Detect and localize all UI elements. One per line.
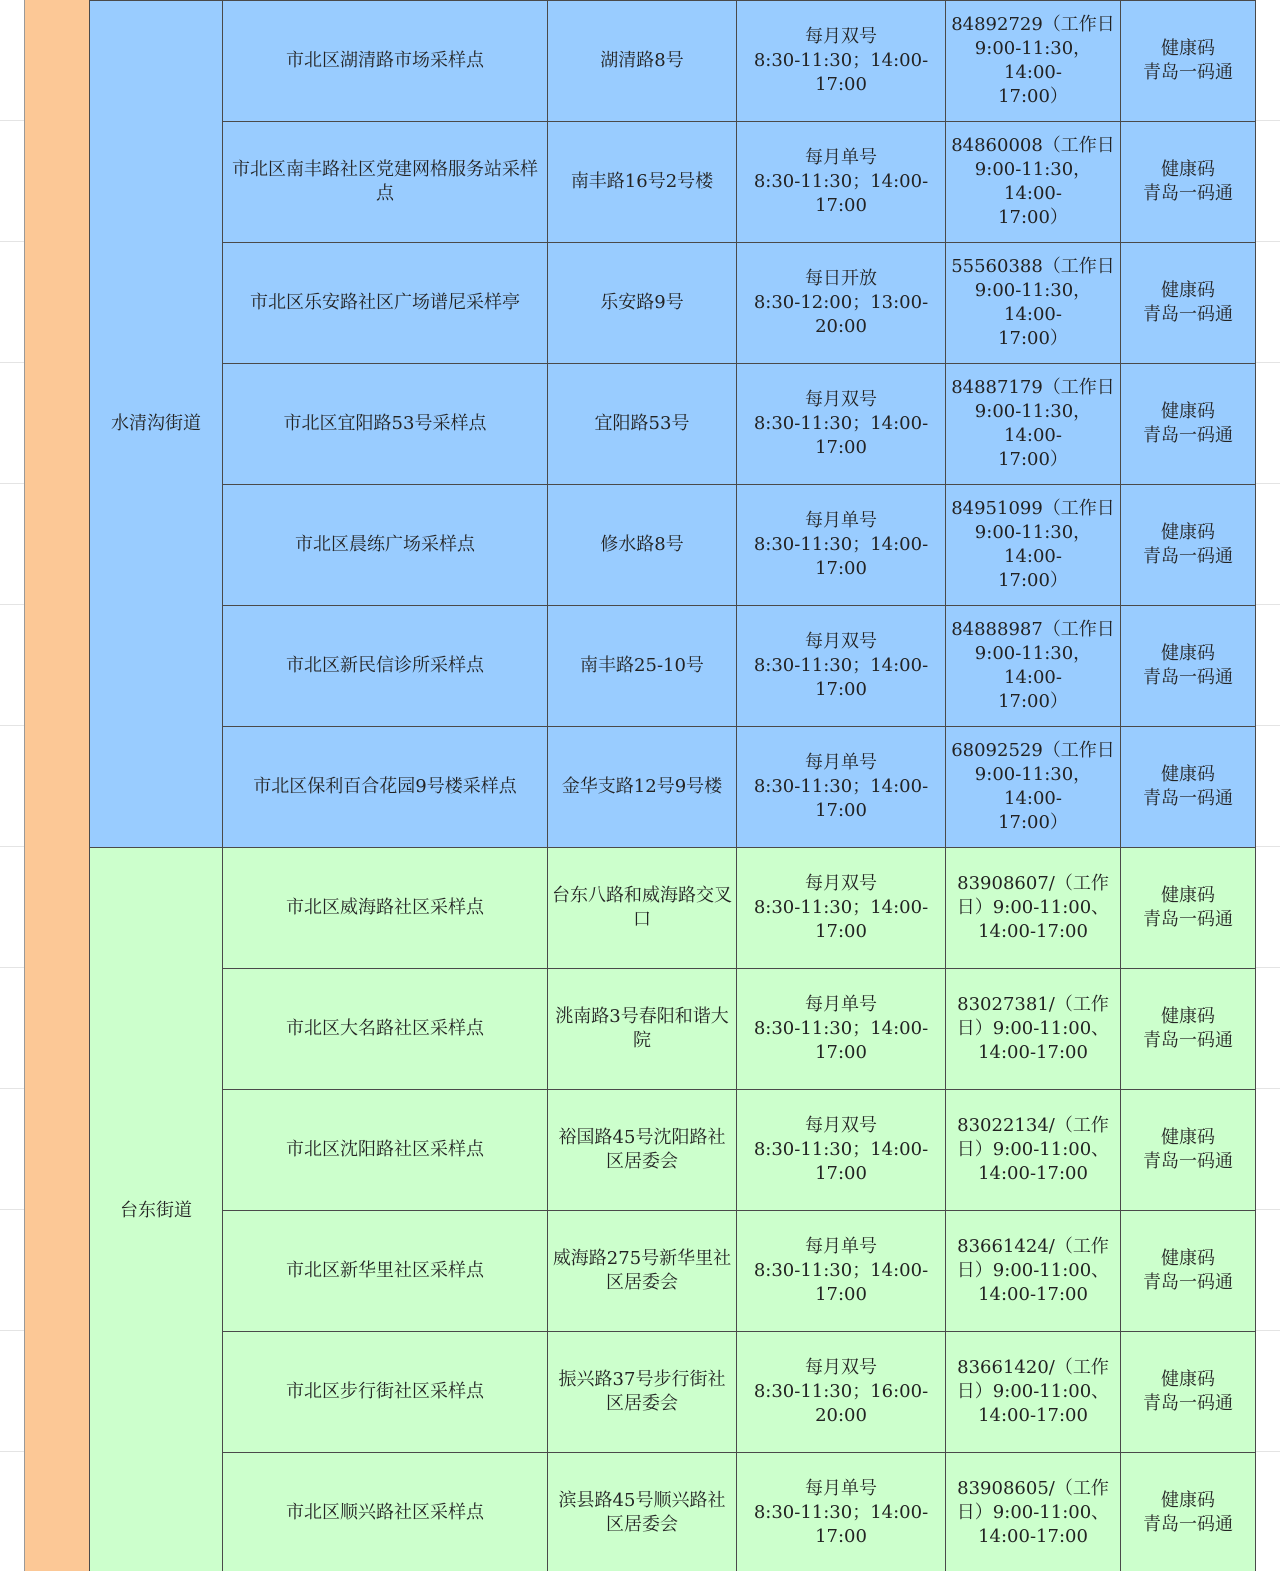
code-requirement-line: 青岛一码通 [1143,909,1233,930]
address-cell[interactable]: 宜阳路53号 [548,364,737,485]
phone-hours-line: 84892729（工作日 [951,14,1115,35]
schedule-line: 8:30-11:30；16:00- [753,1381,929,1402]
code-requirement-cell[interactable] [1121,1332,1256,1453]
schedule-line: 每月双号 [805,1115,877,1136]
code-requirement-line: 青岛一码通 [1143,1151,1233,1172]
code-requirement-line: 健康码 [1161,1006,1215,1027]
schedule-line: 17:00 [815,74,867,95]
phone-hours-cell[interactable] [946,727,1121,848]
table-row [90,485,1256,606]
table-row [90,969,1256,1090]
phone-hours-line: 9:00-11:30，14:00- [974,38,1092,83]
schedule-cell[interactable] [737,848,946,969]
schedule-line: 8:30-11:30；14:00- [753,655,929,676]
code-requirement-line: 健康码 [1161,1248,1215,1269]
schedule-line: 8:30-11:30；14:00- [753,50,929,71]
phone-hours-line: 日）9:00-11:00、 [956,1260,1110,1281]
schedule-line: 17:00 [815,800,867,821]
phone-hours-line: 9:00-11:30，14:00- [974,522,1092,567]
phone-hours-line: 9:00-11:30，14:00- [974,643,1092,688]
schedule-line: 17:00 [815,558,867,579]
phone-hours-line: 83027381/（工作 [957,994,1109,1015]
schedule-line: 8:30-11:30；14:00- [753,897,929,918]
address-cell[interactable]: 湖清路8号 [548,1,737,122]
schedule-cell[interactable] [737,969,946,1090]
phone-hours-line: 14:00-17:00 [978,1284,1088,1305]
site-name-cell[interactable]: 市北区宜阳路53号采样点 [223,364,548,485]
phone-hours-line: 83908607/（工作 [957,873,1109,894]
phone-hours-cell[interactable] [946,1332,1121,1453]
table-row [90,1090,1256,1211]
phone-hours-line: 83022134/（工作 [957,1115,1109,1136]
code-requirement-line: 健康码 [1161,38,1215,59]
phone-hours-line: 9:00-11:30，14:00- [974,764,1092,809]
schedule-cell[interactable] [737,1090,946,1211]
code-requirement-line: 健康码 [1161,401,1215,422]
table-row [90,1211,1256,1332]
sampling-sites-table [89,0,1256,1571]
phone-hours-line: 17:00） [998,812,1068,833]
phone-hours-line: 83661424/（工作 [957,1236,1109,1257]
phone-hours-line: 83908605/（工作 [957,1478,1109,1499]
phone-hours-cell[interactable] [946,485,1121,606]
code-requirement-line: 健康码 [1161,159,1215,180]
schedule-cell[interactable] [737,1,946,122]
phone-hours-line: 14:00-17:00 [978,1526,1088,1547]
code-requirement-line: 健康码 [1161,1490,1215,1511]
code-requirement-line: 健康码 [1161,1127,1215,1148]
table-row [90,1332,1256,1453]
code-requirement-line: 青岛一码通 [1143,304,1233,325]
phone-hours-cell[interactable] [946,122,1121,243]
phone-hours-cell[interactable] [946,1090,1121,1211]
address-cell[interactable]: 台东八路和威海路交叉口 [548,848,737,969]
schedule-cell[interactable] [737,364,946,485]
site-name-cell[interactable]: 市北区新民信诊所采样点 [223,606,548,727]
site-name-cell[interactable]: 市北区新华里社区采样点 [223,1211,548,1332]
table-row [90,848,1256,969]
site-name-cell[interactable]: 市北区南丰路社区党建网格服务站采样点 [223,122,548,243]
site-name-cell[interactable]: 市北区保利百合花园9号楼采样点 [223,727,548,848]
code-requirement-cell[interactable] [1121,848,1256,969]
code-requirement-cell[interactable] [1121,606,1256,727]
phone-hours-line: 84887179（工作日 [951,377,1115,398]
phone-hours-line: 17:00） [998,449,1068,470]
phone-hours-line: 9:00-11:30，14:00- [974,159,1092,204]
schedule-line: 每月双号 [805,631,877,652]
schedule-line: 17:00 [815,1163,867,1184]
code-requirement-line: 健康码 [1161,885,1215,906]
phone-hours-line: 17:00） [998,570,1068,591]
phone-hours-line: 日）9:00-11:00、 [956,897,1110,918]
code-requirement-line: 青岛一码通 [1143,1272,1233,1293]
phone-hours-line: 17:00） [998,691,1068,712]
code-requirement-cell[interactable] [1121,727,1256,848]
schedule-line: 每日开放 [805,268,877,289]
address-cell[interactable]: 乐安路9号 [548,243,737,364]
schedule-line: 8:30-12:00；13:00- [753,292,929,313]
code-requirement-cell[interactable] [1121,485,1256,606]
phone-hours-line: 84860008（工作日 [951,135,1115,156]
schedule-line: 8:30-11:30；14:00- [753,534,929,555]
schedule-line: 8:30-11:30；14:00- [753,1260,929,1281]
code-requirement-line: 健康码 [1161,522,1215,543]
phone-hours-cell[interactable] [946,1453,1121,1571]
schedule-line: 每月单号 [805,1236,877,1257]
schedule-line: 17:00 [815,437,867,458]
schedule-line: 每月单号 [805,1478,877,1499]
code-requirement-cell[interactable] [1121,364,1256,485]
code-requirement-line: 健康码 [1161,280,1215,301]
code-requirement-line: 健康码 [1161,764,1215,785]
phone-hours-cell[interactable] [946,1211,1121,1332]
phone-hours-line: 日）9:00-11:00、 [956,1139,1110,1160]
code-requirement-line: 青岛一码通 [1143,1393,1233,1414]
code-requirement-line: 青岛一码通 [1143,62,1233,83]
schedule-line: 8:30-11:30；14:00- [753,171,929,192]
schedule-line: 20:00 [815,316,867,337]
schedule-cell[interactable] [737,1332,946,1453]
schedule-cell[interactable] [737,1453,946,1571]
schedule-line: 8:30-11:30；14:00- [753,1018,929,1039]
code-requirement-line: 青岛一码通 [1143,183,1233,204]
phone-hours-line: 日）9:00-11:00、 [956,1381,1110,1402]
code-requirement-line: 青岛一码通 [1143,425,1233,446]
table-row [90,1453,1256,1571]
schedule-line: 每月单号 [805,147,877,168]
table-row [90,364,1256,485]
schedule-line: 8:30-11:30；14:00- [753,413,929,434]
phone-hours-cell[interactable] [946,364,1121,485]
phone-hours-line: 84888987（工作日 [951,619,1115,640]
code-requirement-cell[interactable] [1121,1211,1256,1332]
address-cell[interactable]: 修水路8号 [548,485,737,606]
schedule-cell[interactable] [737,1211,946,1332]
site-name-cell[interactable]: 市北区乐安路社区广场谱尼采样亭 [223,243,548,364]
schedule-line: 17:00 [815,921,867,942]
schedule-line: 17:00 [815,195,867,216]
schedule-line: 每月双号 [805,389,877,410]
phone-hours-line: 14:00-17:00 [978,1405,1088,1426]
code-requirement-cell[interactable] [1121,1453,1256,1571]
table-row [90,1,1256,122]
schedule-line: 每月单号 [805,752,877,773]
schedule-line: 17:00 [815,1042,867,1063]
phone-hours-line: 84951099（工作日 [951,498,1115,519]
table-row [90,243,1256,364]
site-name-cell[interactable]: 市北区晨练广场采样点 [223,485,548,606]
table-row [90,122,1256,243]
phone-hours-line: 17:00） [998,207,1068,228]
phone-hours-line: 14:00-17:00 [978,921,1088,942]
site-name-cell[interactable]: 市北区沈阳路社区采样点 [223,1090,548,1211]
phone-hours-cell[interactable] [946,969,1121,1090]
address-cell[interactable]: 裕国路45号沈阳路社区居委会 [548,1090,737,1211]
schedule-line: 每月单号 [805,510,877,531]
code-requirement-cell[interactable] [1121,969,1256,1090]
phone-hours-line: 83661420/（工作 [957,1357,1109,1378]
code-requirement-cell[interactable] [1121,1090,1256,1211]
phone-hours-line: 55560388（工作日 [951,256,1115,277]
phone-hours-line: 9:00-11:30，14:00- [974,280,1092,325]
code-requirement-line: 健康码 [1161,1369,1215,1390]
phone-hours-line: 68092529（工作日 [951,740,1115,761]
code-requirement-line: 青岛一码通 [1143,1514,1233,1535]
site-name-cell[interactable]: 市北区威海路社区采样点 [223,848,548,969]
phone-hours-line: 日）9:00-11:00、 [956,1018,1110,1039]
code-requirement-cell[interactable] [1121,122,1256,243]
site-name-cell[interactable]: 市北区大名路社区采样点 [223,969,548,1090]
street-cell[interactable]: 台东街道 [90,848,223,1571]
schedule-line: 17:00 [815,679,867,700]
code-requirement-line: 青岛一码通 [1143,667,1233,688]
phone-hours-line: 日）9:00-11:00、 [956,1502,1110,1523]
phone-hours-cell[interactable] [946,243,1121,364]
code-requirement-line: 青岛一码通 [1143,788,1233,809]
code-requirement-line: 健康码 [1161,643,1215,664]
code-requirement-line: 青岛一码通 [1143,1030,1233,1051]
site-name-cell[interactable]: 市北区顺兴路社区采样点 [223,1453,548,1571]
left-margin [0,0,25,1571]
address-cell[interactable]: 洮南路3号春阳和谐大院 [548,969,737,1090]
right-margin [1254,0,1280,1571]
schedule-cell[interactable] [737,727,946,848]
street-cell[interactable]: 水清沟街道 [90,1,223,848]
address-cell[interactable]: 威海路275号新华里社区居委会 [548,1211,737,1332]
phone-hours-line: 9:00-11:30，14:00- [974,401,1092,446]
schedule-line: 8:30-11:30；14:00- [753,1139,929,1160]
phone-hours-line: 17:00） [998,328,1068,349]
schedule-cell[interactable] [737,243,946,364]
schedule-line: 17:00 [815,1284,867,1305]
phone-hours-line: 14:00-17:00 [978,1042,1088,1063]
code-requirement-cell[interactable] [1121,243,1256,364]
address-cell[interactable]: 金华支路12号9号楼 [548,727,737,848]
phone-hours-cell[interactable] [946,848,1121,969]
schedule-line: 8:30-11:30；14:00- [753,1502,929,1523]
address-cell[interactable]: 南丰路16号2号楼 [548,122,737,243]
phone-hours-cell[interactable] [946,1,1121,122]
schedule-line: 每月双号 [805,873,877,894]
site-name-cell[interactable]: 市北区步行街社区采样点 [223,1332,548,1453]
address-cell[interactable]: 南丰路25-10号 [548,606,737,727]
schedule-cell[interactable] [737,485,946,606]
address-cell[interactable]: 滨县路45号顺兴路社区居委会 [548,1453,737,1571]
code-requirement-line: 青岛一码通 [1143,546,1233,567]
phone-hours-line: 14:00-17:00 [978,1163,1088,1184]
table-row [90,606,1256,727]
schedule-line: 20:00 [815,1405,867,1426]
phone-hours-cell[interactable] [946,606,1121,727]
schedule-line: 每月双号 [805,1357,877,1378]
schedule-cell[interactable] [737,122,946,243]
schedule-line: 每月单号 [805,994,877,1015]
schedule-line: 每月双号 [805,26,877,47]
schedule-line: 8:30-11:30；14:00- [753,776,929,797]
site-name-cell[interactable]: 市北区湖清路市场采样点 [223,1,548,122]
schedule-cell[interactable] [737,606,946,727]
code-requirement-cell[interactable] [1121,1,1256,122]
table-row [90,727,1256,848]
schedule-line: 17:00 [815,1526,867,1547]
address-cell[interactable]: 振兴路37号步行街社区居委会 [548,1332,737,1453]
phone-hours-line: 17:00） [998,86,1068,107]
district-column-cell[interactable] [25,0,90,1571]
